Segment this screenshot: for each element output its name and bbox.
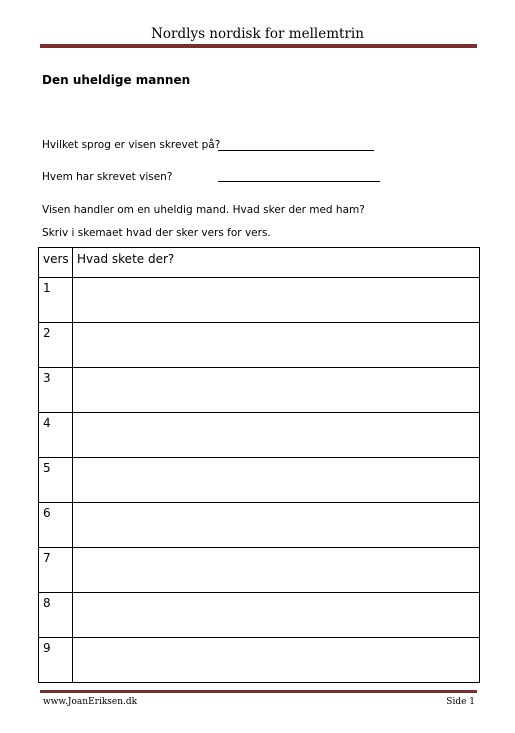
- question-author: Hvem har skrevet visen?: [42, 171, 173, 183]
- verse-answer-cell[interactable]: [73, 413, 480, 458]
- column-header-what-happened: Hvad skete der?: [73, 248, 480, 278]
- verse-number: 1: [39, 278, 73, 323]
- verse-number: 5: [39, 458, 73, 503]
- verse-number: 7: [39, 548, 73, 593]
- verse-table: [38, 247, 480, 683]
- table-row: [39, 413, 480, 458]
- table-header-row: [39, 248, 480, 278]
- footer-page-number: Side 1: [446, 697, 475, 707]
- verse-answer-cell[interactable]: [73, 548, 480, 593]
- instruction-fill-table: Skriv i skemaet hvad der sker vers for vers.: [42, 227, 271, 239]
- verse-answer-cell[interactable]: [73, 323, 480, 368]
- verse-answer-cell[interactable]: [73, 593, 480, 638]
- verse-number: 3: [39, 368, 73, 413]
- answer-line-author[interactable]: [218, 181, 380, 182]
- table-row: [39, 368, 480, 413]
- verse-answer-cell[interactable]: [73, 278, 480, 323]
- table-row: [39, 638, 480, 683]
- table-row: [39, 323, 480, 368]
- verse-number: 9: [39, 638, 73, 683]
- verse-number: 8: [39, 593, 73, 638]
- footer-website: www.JoanEriksen.dk: [43, 697, 138, 707]
- verse-answer-cell[interactable]: [73, 368, 480, 413]
- question-language: Hvilket sprog er visen skrevet på?: [42, 139, 221, 151]
- verse-answer-cell[interactable]: [73, 638, 480, 683]
- worksheet-heading: Den uheldige mannen: [42, 73, 191, 87]
- footer-divider: [40, 690, 477, 693]
- answer-line-language[interactable]: [218, 150, 374, 151]
- header-divider: [40, 44, 477, 48]
- verse-answer-cell[interactable]: [73, 458, 480, 503]
- verse-number: 6: [39, 503, 73, 548]
- verse-answer-cell[interactable]: [73, 503, 480, 548]
- verse-number: 4: [39, 413, 73, 458]
- page-header-title: Nordlys nordisk for mellemtrin: [151, 26, 364, 42]
- table-row: [39, 548, 480, 593]
- verse-number: 2: [39, 323, 73, 368]
- table-row: [39, 458, 480, 503]
- question-what-happens: Visen handler om en uheldig mand. Hvad sker der med ham?: [42, 204, 365, 216]
- table-row: [39, 503, 480, 548]
- column-header-vers: vers: [39, 248, 73, 278]
- table-row: [39, 593, 480, 638]
- table-row: [39, 278, 480, 323]
